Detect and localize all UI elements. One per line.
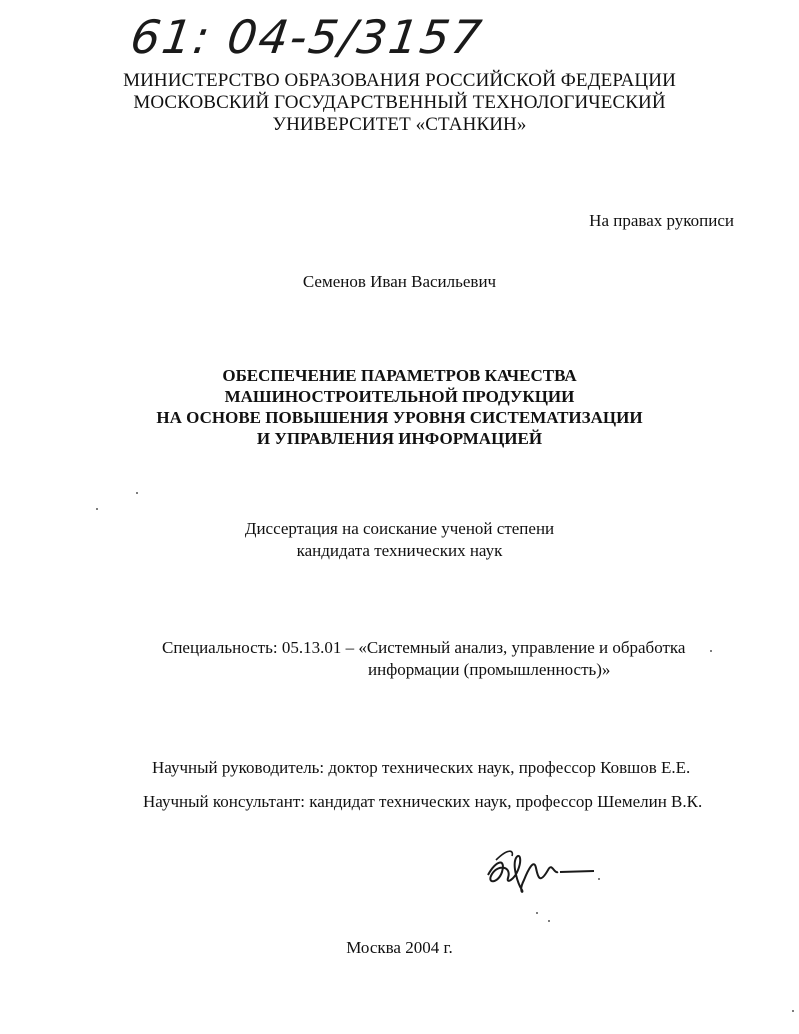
ministry-line-1: МИНИСТЕРСТВО ОБРАЗОВАНИЯ РОССИЙСКОЙ ФЕДЕРАЦИИ (123, 70, 676, 91)
title-line-3: НА ОСНОВЕ ПОВЫШЕНИЯ УРОВНЯ СИСТЕМАТИЗАЦИИ (156, 408, 643, 427)
handwritten-catalog-number: 61: 04-5/3157 (127, 10, 487, 64)
specialty-line-2: информации (промышленность)» (368, 660, 611, 679)
ministry-line-2: МОСКОВСКИЙ ГОСУДАРСТВЕННЫЙ ТЕХНОЛОГИЧЕСКИЙ (133, 92, 666, 113)
specialty-line-1: Специальность: 05.13.01 – «Системный анализ, управление и обработка (162, 638, 686, 657)
handwritten-signature-icon (478, 840, 608, 900)
scan-speck (136, 492, 138, 494)
rights-note: На правах рукописи (589, 211, 734, 230)
scientific-consultant: Научный консультант: кандидат технических наук, профессор Шемелин В.К. (143, 792, 703, 811)
degree-line-2: кандидата технических наук (296, 541, 503, 560)
scan-speck (96, 508, 98, 510)
scan-speck (792, 1010, 794, 1012)
title-line-2: МАШИНОСТРОИТЕЛЬНОЙ ПРОДУКЦИИ (224, 387, 575, 406)
degree-line-1: Диссертация на соискание ученой степени (244, 519, 555, 538)
title-line-4: И УПРАВЛЕНИЯ ИНФОРМАЦИЕЙ (256, 429, 543, 448)
scientific-advisor: Научный руководитель: доктор технических наук, профессор Ковшов Е.Е. (152, 758, 691, 777)
title-line-1: ОБЕСПЕЧЕНИЕ ПАРАМЕТРОВ КАЧЕСТВА (222, 366, 577, 385)
city-year: Москва 2004 г. (346, 938, 453, 957)
ministry-header (0, 70, 799, 136)
scan-speck (536, 912, 538, 914)
dissertation-title (0, 365, 799, 449)
ministry-line-3: УНИВЕРСИТЕТ «СТАНКИН» (272, 114, 527, 135)
scan-speck (548, 920, 550, 922)
scan-speck (710, 650, 712, 652)
author-name: Семенов Иван Васильевич (302, 272, 497, 291)
scan-speck (598, 878, 600, 880)
specialty-statement (162, 637, 782, 681)
degree-statement (0, 518, 799, 562)
